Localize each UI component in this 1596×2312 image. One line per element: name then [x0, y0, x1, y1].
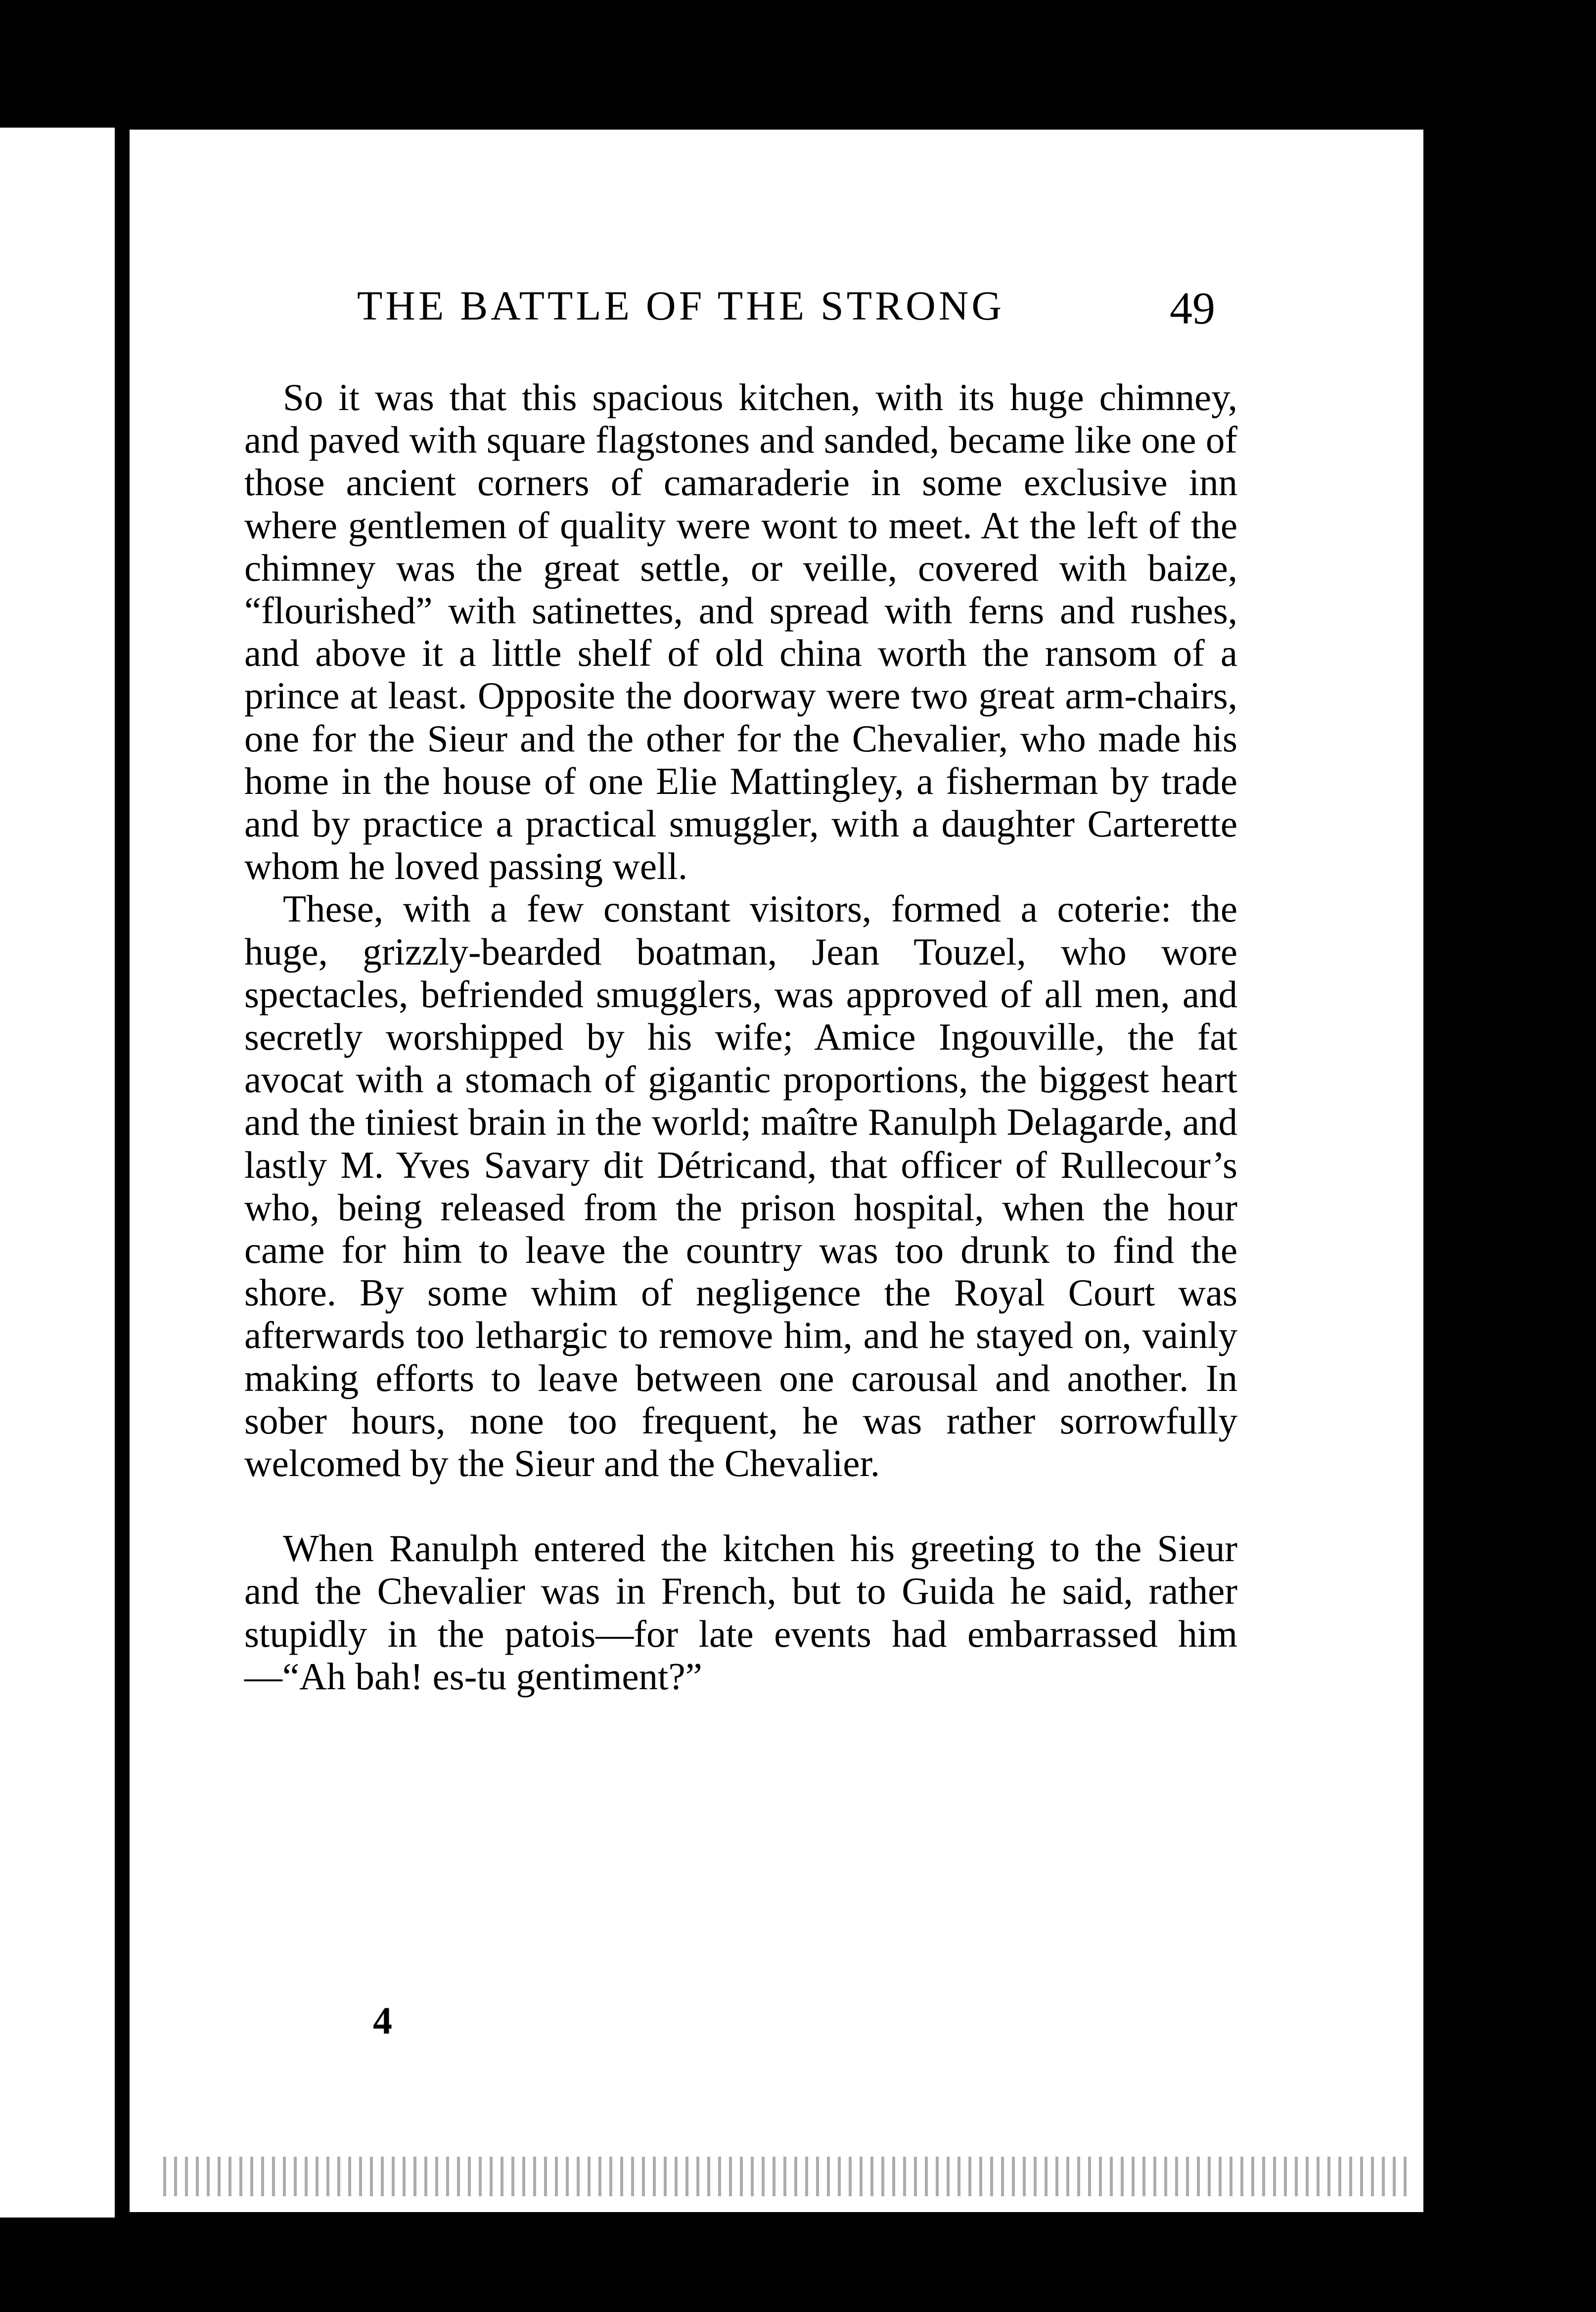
body-text [244, 376, 1237, 1698]
paragraph-2: These, with a few constant visitors, formed a coterie: the huge, grizzly-bearded boatman, Jean Touzel, who wore spectacles, befriended smugglers, was approved of all men, and secretly worshipped by his wife; Amice Ingouville, the fat avocat with a stomach of gigantic proportions, the biggest heart and the tiniest brain in the world; maître Ranulph Delagarde, and lastly M. Yves Savary dit Détricand, that officer of Rullecour’s who, being released from the prison hospital, when the hour came for him to leave the country was too drunk to find the shore. By some whim of negligence the Royal Court was afterwards too lethargic to remove him, and he stayed on, vainly making efforts to leave between one carousal and another. In sober hours, none too frequent, he was rather sorrowfully welcomed by the Sieur and the Chevalier. [244, 887, 1237, 1485]
paragraph-3: When Ranulph entered the kitchen his greeting to the Sieur and the Chevalier was in French, but to Guida he said, rather stupidly in the patois—for late events had embarrassed him—“Ah bah! es-tu gentiment?” [244, 1527, 1237, 1698]
signature-mark: 4 [373, 1999, 392, 2042]
paragraph-1: So it was that this spacious kitchen, with its huge chimney, and paved with square flagstones and sanded, became like one of those ancient corners of camaraderie in some exclusive inn where gentlemen of quality were wont to meet. At the left of the chimney was the great settle, or veille, covered with baize, “flourished” with satinettes, and spread with ferns and rushes, and above it a little shelf of old china worth the ransom of a prince at least. Opposite the doorway were two great arm-chairs, one for the Sieur and the other for the Chevalier, who made his home in the house of one Elie Mattingley, a fisherman by trade and by practice a practical smuggler, with a daughter Carterette whom he loved passing well. [244, 376, 1237, 888]
page-gutter [115, 128, 130, 2218]
page-number: 49 [1170, 283, 1215, 333]
facing-page-edge [0, 128, 115, 2218]
scan-noise [163, 2157, 1410, 2196]
running-head-title: THE BATTLE OF THE STRONG [357, 283, 1005, 329]
